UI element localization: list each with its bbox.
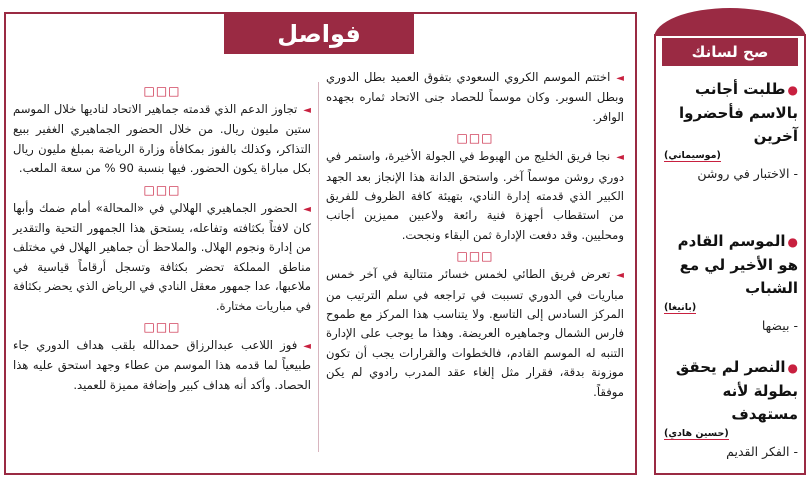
quote-author: (حسين هادي) <box>664 428 729 439</box>
section-separator: □□□ <box>456 249 494 264</box>
arrow-bullet-icon: ◄ <box>303 341 311 353</box>
side-column-title: صح لسانك <box>662 38 798 66</box>
quote-author: (بانيغا) <box>664 302 697 313</box>
section-separator: □□□ <box>143 182 181 197</box>
quote-reply: - بيضها <box>761 318 798 333</box>
paragraph: ◄اختتم الموسم الكروي السعودي بتفوق العميد بطل الدوري وبطل السوبر. وكان موسماً للحصاد جنى الاتحاد ثماره بجهده الوافر. <box>326 70 624 124</box>
quote-author: (موسيماني) <box>664 150 721 161</box>
quote-title: الموسم القادم هو الأخير لي مع الشباب <box>677 232 798 297</box>
quote-item <box>664 78 798 184</box>
section-separator: □□□ <box>456 131 494 146</box>
paragraph: ◄تعرض فريق الطائي لخمس خسائر متتالية في آخر خمس مباريات في الدوري تسببت في تراجعه في سلم الترتيب من المركز السادس إلى التاسع. ولا يتناسب هذا المركز مع طموح فارس الشمال وجماهيره العريضة. وهذا ما يوجب على الإدارة التنبه له الموسم القادم، فالخطوات والقرارات يجب أن تكون موزونة بدقة، فقرار مثل إلغاء عقد المدرب رادوي لم يكن موفقاً. <box>326 267 624 399</box>
bullet-dot-icon: ● <box>787 83 798 97</box>
paragraph: ◄نجا فريق الخليج من الهبوط في الجولة الأخيرة، واستمر في دوري روشن موسماً آخر. واستحق الدانة هذا الإنجاز بعد الجهد الكبير الذي قدمته إدارة النادي، بتهيئة كافة الظروف للفريق من استقطاب أجهزة فنية رائعة ولاعبين مميزين أجانب ومحليين. وقد دفعت الإدارة ثمن البقاء ونجحت. <box>326 149 624 242</box>
quote-item <box>664 230 798 336</box>
arrow-bullet-icon: ◄ <box>303 105 311 116</box>
arrow-bullet-icon: ◄ <box>616 270 624 282</box>
quote-item <box>664 356 798 462</box>
bullet-dot-icon: ● <box>787 235 798 249</box>
quote-reply: - الفكر القديم <box>726 444 798 459</box>
section-separator: □□□ <box>143 84 181 98</box>
section-separator: □□□ <box>143 320 181 335</box>
paragraph: ◄تجاوز الدعم الذي قدمته جماهير الاتحاد لناديها خلال الموسم ستين مليون ريال. من خلال الحضور الجماهيري الغفير ببيع التذاكر، وكذلك بالفوز بمكافأة وزارة الرياضة بمبلغ مليون ريال بكل مباراة يكون الحضور. فيها بنسبة 90 % من سعة الملعب. <box>13 102 311 176</box>
quote-title: النصر لم يحقق بطولة لأنه مستهدف <box>675 358 798 423</box>
article-column-right <box>326 68 624 404</box>
quote-reply: - الاختبار في روشن <box>697 166 798 181</box>
paragraph: ◄فوز اللاعب عبدالرزاق حمدالله بلقب هداف الدوري جاء طبيعياً لما قدمه هذا الموسم من عطاء وجهد استحق عليه هذا الحصاد. وأكد أنه هداف كبير وإضافة مميزة للعميد. <box>13 338 311 392</box>
paragraph: ◄الحضور الجماهيري الهلالي في «المحالة» أمام ضمك وأبها كان لافتاً بكثافته وتفاعله، يستحق هذا الجمهور التحية والتقدير من إدارة ونجوم الهلال. والملاحظ أن جماهير الهلال في مختلف مناطق المملكة تحضر بكثافة وتسجل أرقاماً قياسية في ملاعبها، عدا جمهور معقل النادي في الرياض الذي يحضر بكثافة في مباريات مختارة. <box>13 200 311 313</box>
bullet-dot-icon: ● <box>787 361 798 375</box>
arrow-bullet-icon: ◄ <box>303 203 311 215</box>
article-column-left <box>13 82 311 397</box>
arrow-bullet-icon: ◄ <box>616 73 624 84</box>
arrow-bullet-icon: ◄ <box>616 152 624 164</box>
main-column-title: فواصل <box>224 14 414 54</box>
quote-title: طلبت أجانب بالاسم فأحضروا آخرين <box>678 80 798 145</box>
column-divider <box>318 82 319 452</box>
